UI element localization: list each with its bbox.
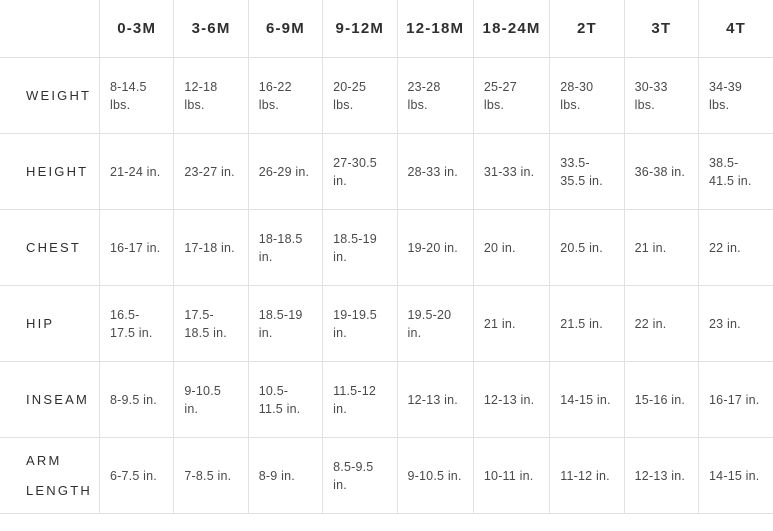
- cell-chest-18-24m: 20 in.: [473, 210, 549, 286]
- cell-arm-length-6-9m: 8-9 in.: [248, 438, 322, 514]
- column-header-4t: 4T: [699, 0, 773, 58]
- cell-hip-18-24m: 21 in.: [473, 286, 549, 362]
- table-row: [0, 438, 773, 514]
- cell-weight-6-9m: 16-22 lbs.: [248, 58, 322, 134]
- cell-inseam-9-12m: 11.5-12 in.: [323, 362, 397, 438]
- cell-arm-length-4t: 14-15 in.: [699, 438, 773, 514]
- cell-inseam-3t: 15-16 in.: [624, 362, 698, 438]
- table-row: [0, 58, 773, 134]
- table-body: [0, 58, 773, 514]
- cell-inseam-6-9m: 10.5-11.5 in.: [248, 362, 322, 438]
- table-header: [0, 0, 773, 58]
- column-header-9-12m: 9-12M: [323, 0, 397, 58]
- cell-height-3-6m: 23-27 in.: [174, 134, 248, 210]
- cell-hip-4t: 23 in.: [699, 286, 773, 362]
- cell-weight-3t: 30-33 lbs.: [624, 58, 698, 134]
- cell-height-6-9m: 26-29 in.: [248, 134, 322, 210]
- cell-arm-length-12-18m: 9-10.5 in.: [397, 438, 473, 514]
- row-label-chest: CHEST: [0, 210, 100, 286]
- cell-inseam-0-3m: 8-9.5 in.: [100, 362, 174, 438]
- row-label-inseam: INSEAM: [0, 362, 100, 438]
- cell-height-2t: 33.5-35.5 in.: [550, 134, 624, 210]
- cell-hip-12-18m: 19.5-20 in.: [397, 286, 473, 362]
- cell-height-9-12m: 27-30.5 in.: [323, 134, 397, 210]
- table-corner-cell: [0, 0, 100, 58]
- cell-chest-2t: 20.5 in.: [550, 210, 624, 286]
- row-label-arm-length: ARM LENGTH: [0, 438, 100, 514]
- cell-weight-0-3m: 8-14.5 lbs.: [100, 58, 174, 134]
- cell-arm-length-2t: 11-12 in.: [550, 438, 624, 514]
- column-header-18-24m: 18-24M: [473, 0, 549, 58]
- column-header-6-9m: 6-9M: [248, 0, 322, 58]
- cell-chest-0-3m: 16-17 in.: [100, 210, 174, 286]
- cell-arm-length-0-3m: 6-7.5 in.: [100, 438, 174, 514]
- cell-hip-9-12m: 19-19.5 in.: [323, 286, 397, 362]
- row-label-hip: HIP: [0, 286, 100, 362]
- cell-weight-18-24m: 25-27 lbs.: [473, 58, 549, 134]
- cell-hip-2t: 21.5 in.: [550, 286, 624, 362]
- row-label-height: HEIGHT: [0, 134, 100, 210]
- cell-inseam-4t: 16-17 in.: [699, 362, 773, 438]
- cell-inseam-12-18m: 12-13 in.: [397, 362, 473, 438]
- cell-arm-length-3t: 12-13 in.: [624, 438, 698, 514]
- cell-weight-2t: 28-30 lbs.: [550, 58, 624, 134]
- cell-hip-0-3m: 16.5-17.5 in.: [100, 286, 174, 362]
- header-row: [0, 0, 773, 58]
- cell-arm-length-3-6m: 7-8.5 in.: [174, 438, 248, 514]
- cell-inseam-2t: 14-15 in.: [550, 362, 624, 438]
- cell-weight-3-6m: 12-18 lbs.: [174, 58, 248, 134]
- table-row: [0, 210, 773, 286]
- cell-height-0-3m: 21-24 in.: [100, 134, 174, 210]
- cell-inseam-3-6m: 9-10.5 in.: [174, 362, 248, 438]
- cell-hip-6-9m: 18.5-19 in.: [248, 286, 322, 362]
- cell-height-18-24m: 31-33 in.: [473, 134, 549, 210]
- cell-chest-3-6m: 17-18 in.: [174, 210, 248, 286]
- cell-height-3t: 36-38 in.: [624, 134, 698, 210]
- cell-weight-9-12m: 20-25 lbs.: [323, 58, 397, 134]
- cell-inseam-18-24m: 12-13 in.: [473, 362, 549, 438]
- cell-chest-4t: 22 in.: [699, 210, 773, 286]
- row-label-weight: WEIGHT: [0, 58, 100, 134]
- column-header-12-18m: 12-18M: [397, 0, 473, 58]
- cell-chest-6-9m: 18-18.5 in.: [248, 210, 322, 286]
- column-header-3-6m: 3-6M: [174, 0, 248, 58]
- cell-weight-12-18m: 23-28 lbs.: [397, 58, 473, 134]
- cell-hip-3t: 22 in.: [624, 286, 698, 362]
- column-header-3t: 3T: [624, 0, 698, 58]
- column-header-0-3m: 0-3M: [100, 0, 174, 58]
- cell-hip-3-6m: 17.5-18.5 in.: [174, 286, 248, 362]
- table-row: [0, 286, 773, 362]
- cell-height-4t: 38.5-41.5 in.: [699, 134, 773, 210]
- cell-chest-3t: 21 in.: [624, 210, 698, 286]
- table-row: [0, 134, 773, 210]
- cell-chest-9-12m: 18.5-19 in.: [323, 210, 397, 286]
- cell-arm-length-9-12m: 8.5-9.5 in.: [323, 438, 397, 514]
- table-row: [0, 362, 773, 438]
- column-header-2t: 2T: [550, 0, 624, 58]
- cell-chest-12-18m: 19-20 in.: [397, 210, 473, 286]
- cell-weight-4t: 34-39 lbs.: [699, 58, 773, 134]
- cell-height-12-18m: 28-33 in.: [397, 134, 473, 210]
- cell-arm-length-18-24m: 10-11 in.: [473, 438, 549, 514]
